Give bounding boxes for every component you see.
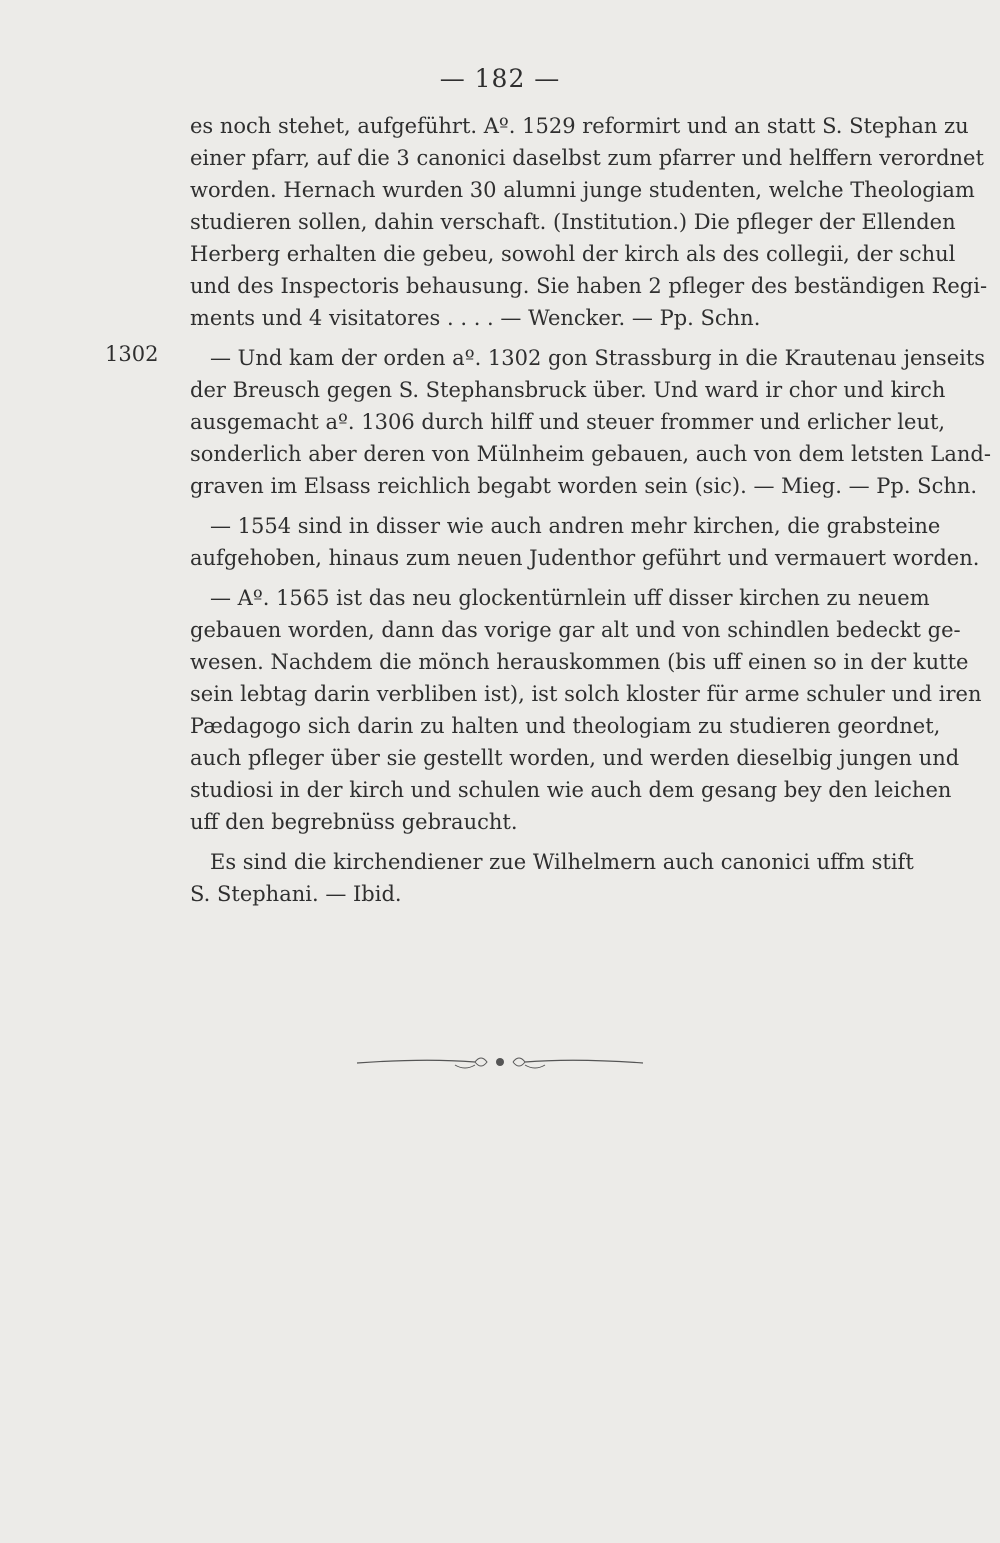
body-text xyxy=(190,110,991,918)
paragraph-1 xyxy=(190,110,988,334)
text-line: und des Inspectoris behausung. Sie haben 2 pfleger des beständigen Regi- xyxy=(190,274,988,298)
text-line: graven im Elsass reichlich begabt worden sein (sic). — Mieg. — Pp. Schn. xyxy=(190,474,978,498)
text-line: uff den begrebnüss gebraucht. xyxy=(190,810,518,834)
text-line: ments und 4 visitatores . . . . — Wencker. — Pp. Schn. xyxy=(190,306,761,330)
paragraph-2 xyxy=(190,342,991,502)
text-line: S. Stephani. — Ibid. xyxy=(190,882,402,906)
paragraph-4 xyxy=(190,582,982,838)
text-line: Es sind die kirchendiener zue Wilhelmern auch canonici uffm stift xyxy=(210,850,914,874)
margin-year-note: 1302 xyxy=(105,342,159,366)
decorative-ornament-divider xyxy=(355,1052,645,1074)
paragraph-3 xyxy=(190,510,980,574)
text-line: — Aº. 1565 ist das neu glockentürnlein uff disser kirchen zu neuem xyxy=(210,586,930,610)
text-line: aufgehoben, hinaus zum neuen Judenthor geführt und vermauert worden. xyxy=(190,546,980,570)
text-line: studiosi in der kirch und schulen wie auch dem gesang bey den leichen xyxy=(190,778,952,802)
paragraph-5 xyxy=(190,846,914,910)
page-number: — 182 — xyxy=(439,64,561,93)
text-line: der Breusch gegen S. Stephansbruck über. Und ward ir chor und kirch xyxy=(190,378,946,402)
text-line: auch pfleger über sie gestellt worden, und werden dieselbig jungen und xyxy=(190,746,960,770)
text-line: worden. Hernach wurden 30 alumni junge studenten, welche Theologiam xyxy=(190,178,975,202)
text-line: sein lebtag darin verbliben ist), ist solch kloster für arme schuler und iren xyxy=(190,682,982,706)
text-line: — 1554 sind in disser wie auch andren mehr kirchen, die grabsteine xyxy=(210,514,941,538)
text-line: sonderlich aber deren von Mülnheim gebauen, auch von dem letsten Land- xyxy=(190,442,991,466)
text-line: es noch stehet, aufgeführt. Aº. 1529 reformirt und an statt S. Stephan zu xyxy=(190,114,969,138)
text-line: Herberg erhalten die gebeu, sowohl der kirch als des collegii, der schul xyxy=(190,242,956,266)
text-line: studieren sollen, dahin verschaft. (Institution.) Die pfleger der Ellenden xyxy=(190,210,956,234)
text-line: wesen. Nachdem die mönch herauskommen (bis uff einen so in der kutte xyxy=(190,650,969,674)
text-line: ausgemacht aº. 1306 durch hilff und steuer frommer und erlicher leut, xyxy=(190,410,946,434)
text-line: — Und kam der orden aº. 1302 gon Strassburg in die Krautenau jenseits xyxy=(210,346,986,370)
text-line: gebauen worden, dann das vorige gar alt und von schindlen bedeckt ge- xyxy=(190,618,961,642)
text-line: Pædagogo sich darin zu halten und theologiam zu studieren geordnet, xyxy=(190,714,941,738)
text-line: einer pfarr, auf die 3 canonici daselbst zum pfarrer und helffern verordnet xyxy=(190,146,984,170)
